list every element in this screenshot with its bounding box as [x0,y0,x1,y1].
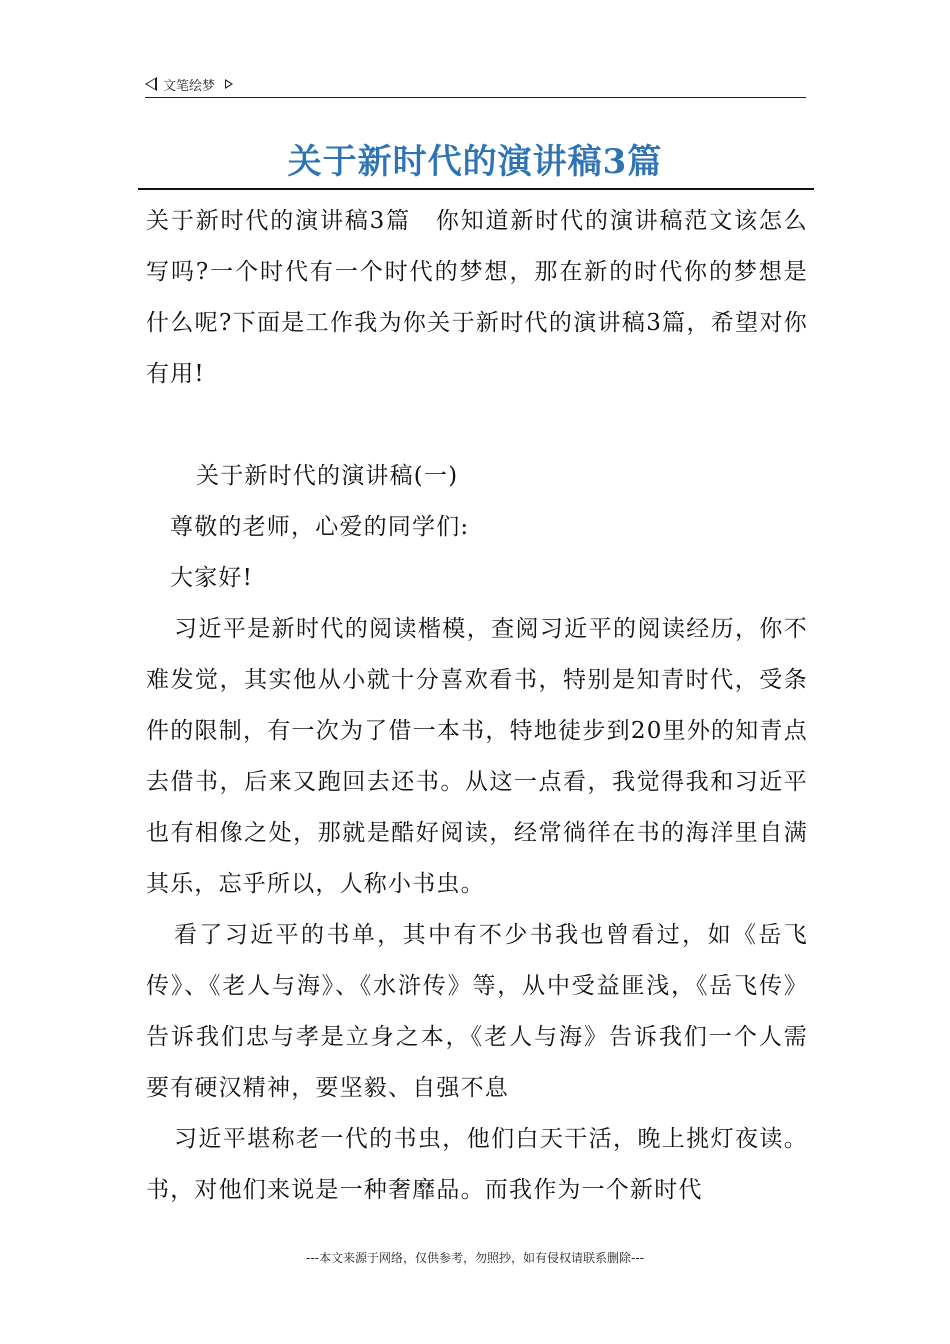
header-divider [145,97,806,98]
body-paragraph: 习近平是新时代的阅读楷模，查阅习近平的阅读经历，你不难发觉，其实他从小就十分喜欢看书，特别是知青时代，受条件的限制，有一次为了借一本书，特地徒步到20里外的知青点去借书，后来又跑回去还书。从这一点看，我觉得我和习近平也有相像之处，那就是酷好阅读，经常徜徉在书的海洋里自满其乐，忘乎所以，人称小书虫。 [146,616,808,897]
body-paragraph: 看了习近平的书单，其中有不少书我也曾看过，如《岳飞传》、《老人与海》、《水浒传》等，从中受益匪浅，《岳飞传》告诉我们忠与孝是立身之本，《老人与海》告诉我们一个人需要有硬汉精神，要坚毅、自强不息 [146,922,808,1101]
footer-disclaimer: ---本文来源于网络，仅供参考，勿照抄，如有侵权请联系删除--- [306,1251,644,1265]
body-paragraph: 习近平堪称老一代的书虫，他们白天干活，晚上挑灯夜读。书，对他们来说是一种奢靡品。而我作为一个新时代 [146,1126,808,1203]
document-header [145,72,233,96]
triangle-left-icon [145,77,157,91]
intro-paragraph: 关于新时代的演讲稿3篇 你知道新时代的演讲稿范文该怎么写吗?一个时代有一个时代的梦想，那在新的时代你的梦想是什么呢?下面是工作我为你关于新时代的演讲稿3篇，希望对你有用! [146,208,808,387]
title-divider [138,188,814,190]
salutation: 尊敬的老师，心爱的同学们: [170,514,470,540]
document-body [146,196,808,1216]
triangle-right-icon [225,79,233,89]
document-title: 关于新时代的演讲稿3篇 [287,142,663,182]
greeting: 大家好! [170,565,254,591]
header-brand: 文笔绘梦 [163,78,216,94]
blank-line [146,400,808,451]
section-title: 关于新时代的演讲稿(一) [196,463,459,489]
